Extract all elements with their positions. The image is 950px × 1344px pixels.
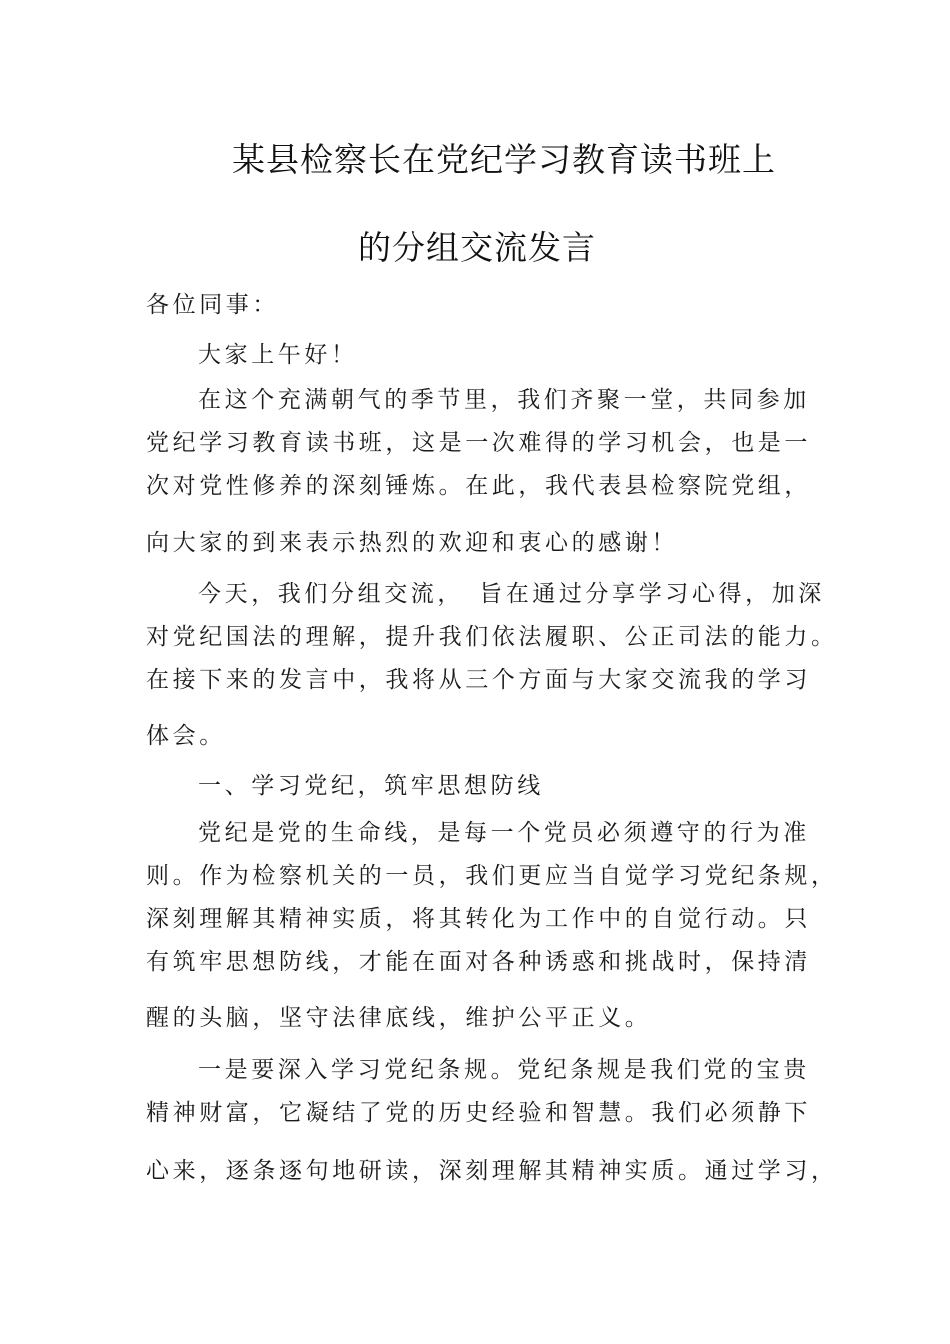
paragraph-line: 一是要深入学习党纪条规。党纪条规是我们党的宝贵 (198, 1057, 810, 1083)
paragraph-line: 有筑牢思想防线，才能在面对各种诱惑和挑战时，保持清 (146, 949, 811, 975)
paragraph-line: 在接下来的发言中，我将从三个方面与大家交流我的学习 (146, 667, 811, 693)
paragraph-line: 党纪学习教育读书班，这是一次难得的学习机会，也是一 (146, 430, 811, 456)
section-heading: 一、学习党纪，筑牢思想防线 (198, 773, 544, 799)
paragraph-line: 向大家的到来表示热烈的欢迎和衷心的感谢！ (146, 530, 678, 556)
document-title-line-2: 的分组交流发言 (358, 228, 596, 267)
paragraph-line: 对党纪国法的理解，提升我们依法履职、公正司法的能力。 (146, 624, 838, 650)
paragraph-line: 精神财富，它凝结了党的历史经验和智慧。我们必须静下 (146, 1100, 811, 1126)
document-title-line-1: 某县检察长在党纪学习教育读书班上 (232, 140, 776, 179)
paragraph-line: 体会。 (146, 723, 226, 749)
paragraph-line: 在这个充满朝气的季节里，我们齐聚一堂，共同参加 (198, 387, 810, 413)
paragraph-line: 今天，我们分组交流， 旨在通过分享学习心得，加深 (198, 581, 825, 607)
salutation: 各位同事： (146, 292, 279, 318)
paragraph-line: 则。作为检察机关的一员，我们更应当自觉学习党纪条规， (146, 863, 838, 889)
paragraph-line: 党纪是党的生命线，是每一个党员必须遵守的行为准 (198, 820, 810, 846)
paragraph-line: 次对党性修养的深刻锤炼。在此，我代表县检察院党组， (146, 473, 811, 499)
paragraph-line: 心来，逐条逐句地研读，深刻理解其精神实质。通过学习， (146, 1158, 838, 1184)
paragraph-line: 深刻理解其精神实质，将其转化为工作中的自觉行动。只 (146, 906, 811, 932)
paragraph-line: 醒的头脑，坚守法律底线，维护公平正义。 (146, 1005, 652, 1031)
greeting: 大家上午好！ (198, 342, 358, 368)
